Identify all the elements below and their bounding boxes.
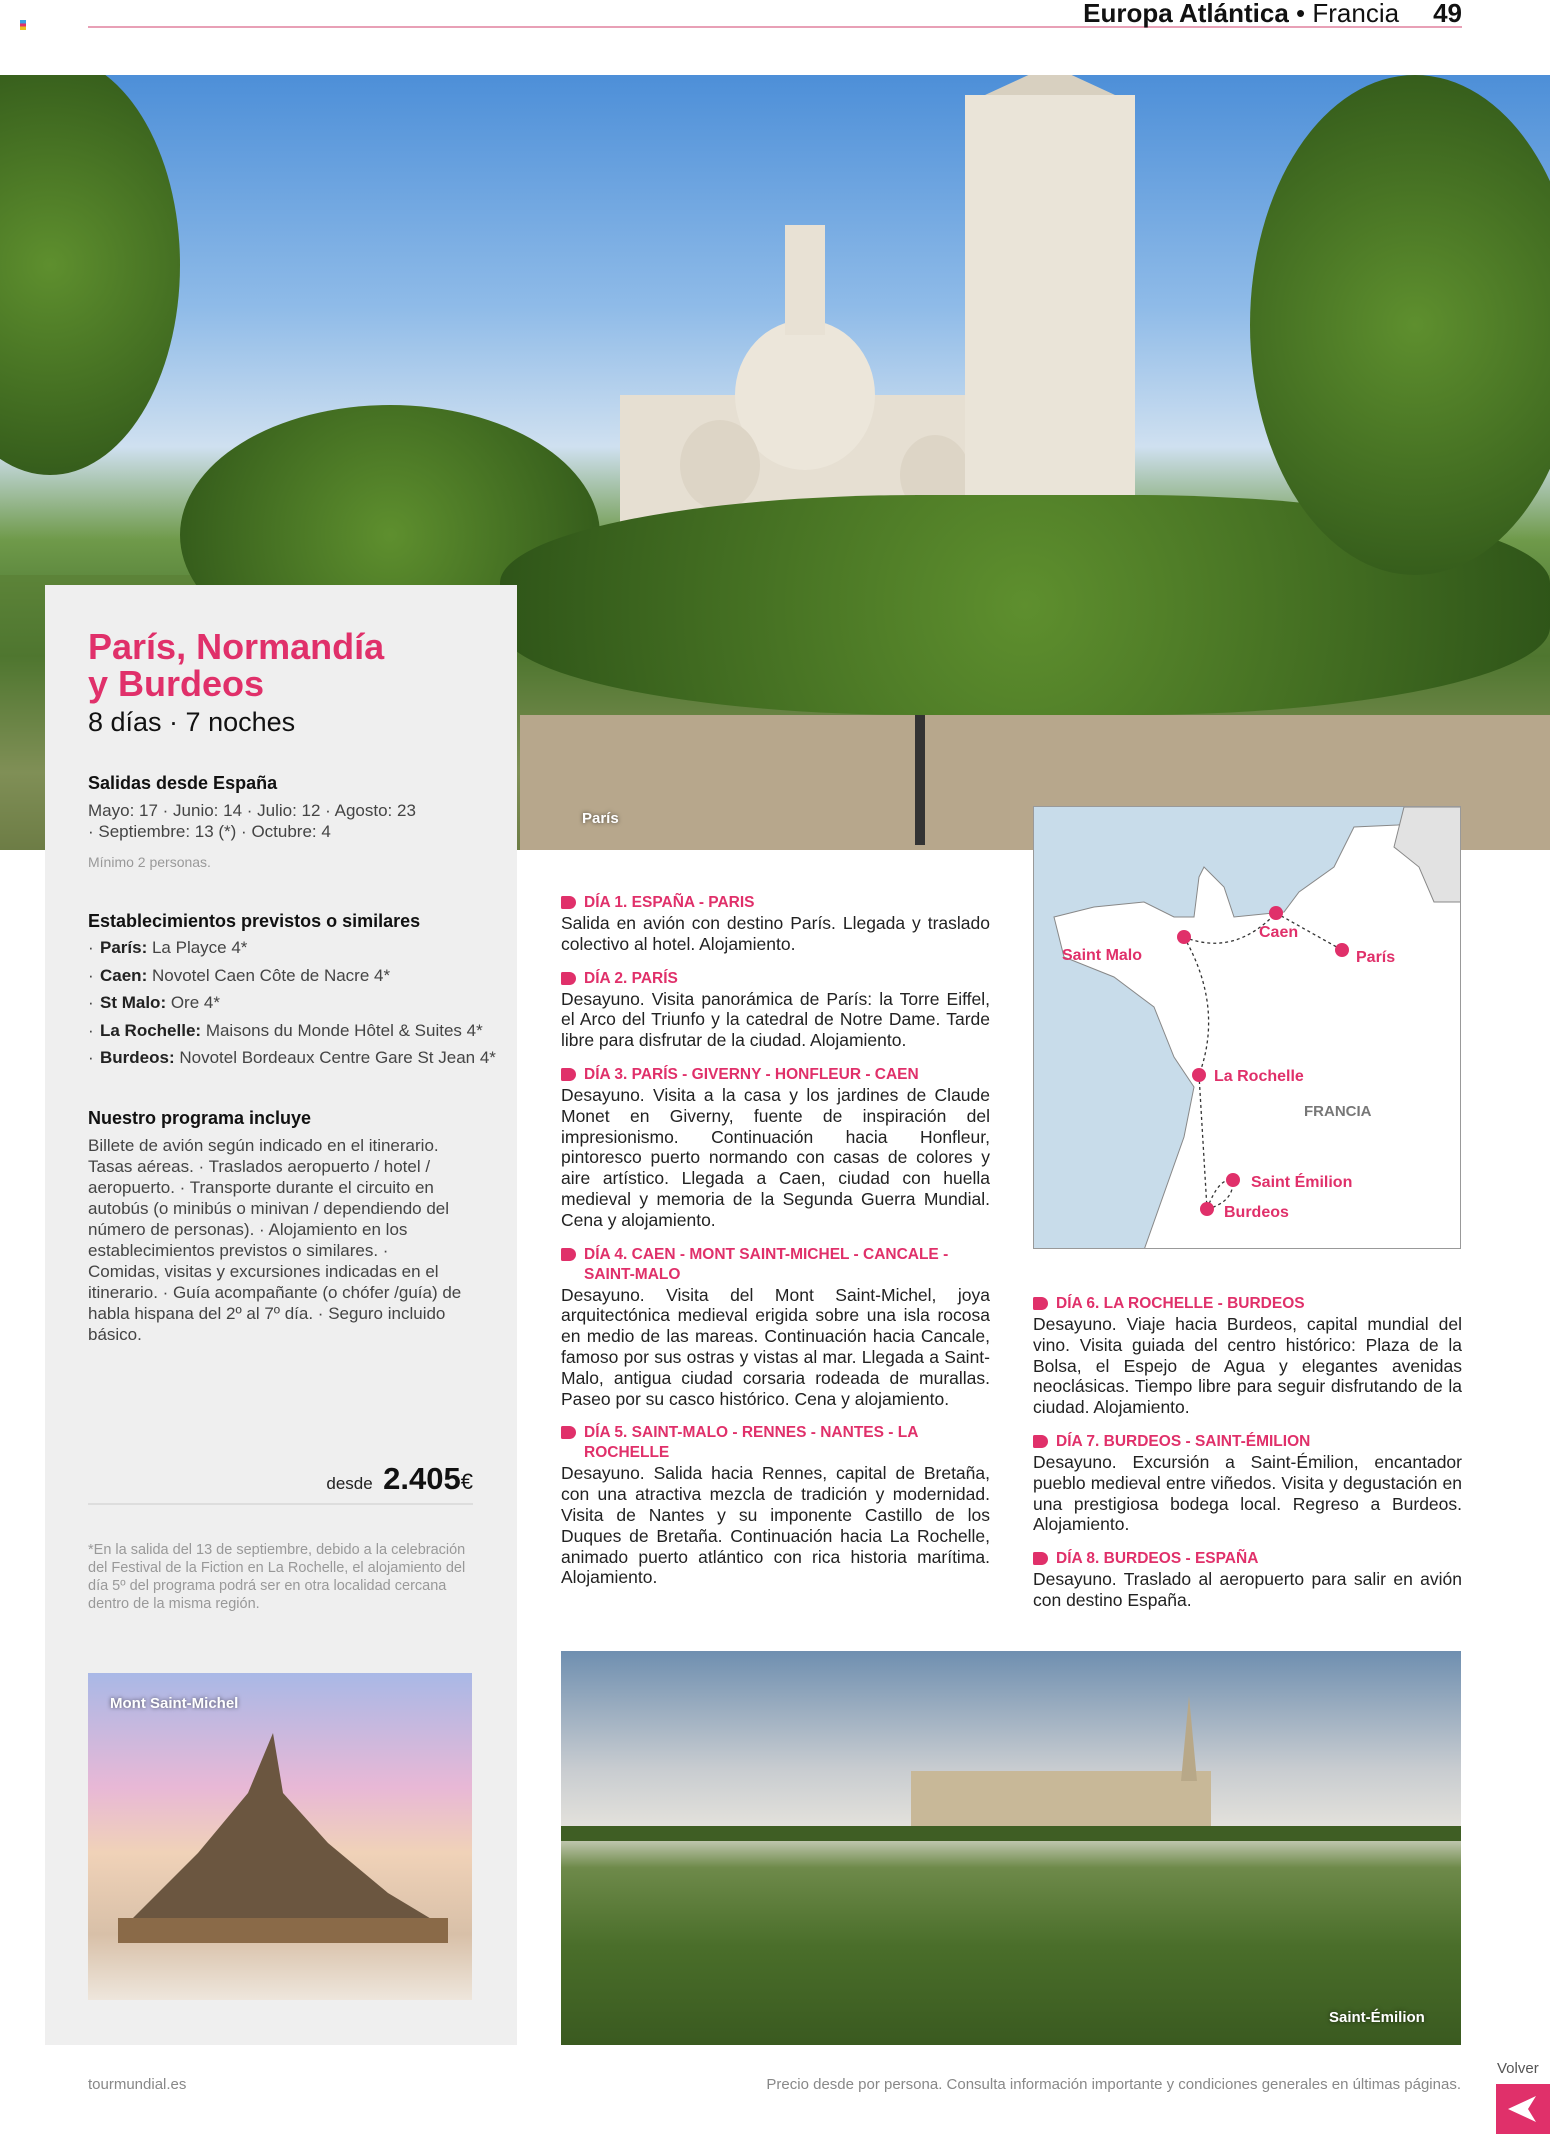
day-1: DÍA 1. ESPAÑA - PARIS Salida en avión con destino París. Llegada y traslado colectivo al hotel. Alojamiento.	[561, 894, 990, 954]
map-label-saint-emilion: Saint Émilion	[1251, 1174, 1353, 1191]
footer-note: Precio desde por persona. Consulta información importante y condiciones generales en últimas páginas.	[766, 2076, 1461, 2093]
back-button[interactable]	[1496, 2084, 1550, 2134]
price-currency: €	[460, 1469, 473, 1494]
price	[88, 1461, 473, 1505]
marker-icon	[561, 1248, 576, 1261]
marker-icon	[561, 1068, 576, 1081]
includes-text: Billete de avión según indicado en el itinerario. Tasas aéreas. · Traslados aeropuerto / hotel / aeropuerto. · Transporte durante el circuito en autobús (o minibús o minivan / dependiendo del número de personas). · Alojamiento en los establecimientos previstos o similares. · Comidas, visitas y excursiones indicadas en el itinerario. · Guía acompañante (o chófer /guía) de habla hispana del 2º al 7º día. · Seguro incluido básico.	[88, 1135, 462, 1344]
footnote: *En la salida del 13 de septiembre, debido a la celebración del Festival de la Fiction en La Rochelle, el alojamiento del día 5º del programa podrá ser en otra localidad cercana dentro de la misma región.	[88, 1542, 466, 1612]
map-svg	[1034, 807, 1461, 1249]
day-5: DÍA 5. SAINT-MALO - RENNES - NANTES - LA ROCHELLE Desayuno. Salida hacia Rennes, capital de Bretaña, con una atractiva mezcla de tradición y modernidad. Visita de Nantes y su imponente Castillo de los Duques de Bretaña. Continuación hacia La Rochelle, animado puerto atlántico con rica historia marítima. Alojamiento.	[561, 1424, 990, 1588]
mont-caption: Mont Saint-Michel	[110, 1695, 239, 1712]
departures-heading: Salidas desde España	[88, 773, 278, 793]
mont-saint-michel-photo	[88, 1673, 472, 2000]
emilion-caption: Saint-Émilion	[1329, 2009, 1425, 2026]
print-marks	[20, 20, 26, 30]
hotels-heading: Establecimientos previstos o similares	[88, 911, 421, 931]
map-label-paris: París	[1356, 949, 1396, 966]
minimum-people: Mínimo 2 personas.	[88, 854, 211, 870]
hotel-item: · París: La Playce 4*	[88, 938, 508, 959]
back-label: Volver	[1497, 2060, 1539, 2077]
trip-summary-panel	[45, 585, 517, 2045]
separator: •	[1288, 0, 1313, 28]
hotel-item: · La Rochelle: Maisons du Monde Hôtel & Suites 4*	[88, 1021, 508, 1042]
includes-heading: Nuestro programa incluye	[88, 1107, 312, 1128]
day-2: DÍA 2. PARÍS Desayuno. Visita panorámica de París: la Torre Eiffel, el Arco del Triunfo y la catedral de Notre Dame. Tarde libre para disfrutar de la ciudad. Alojamiento.	[561, 969, 990, 1051]
departure-dates-1: Mayo: 17 · Junio: 14 · Julio: 12 · Agosto: 23	[88, 801, 416, 820]
page-number: 49	[1433, 0, 1462, 28]
hero-caption: París	[582, 810, 619, 827]
hotel-list	[88, 938, 508, 1069]
trip-duration: 8 días · 7 noches	[88, 707, 296, 737]
marker-icon	[561, 896, 576, 909]
marker-icon	[1033, 1297, 1048, 1310]
marker-icon	[1033, 1552, 1048, 1565]
marker-icon	[1033, 1435, 1048, 1448]
day-8: DÍA 8. BURDEOS - ESPAÑA Desayuno. Traslado al aeropuerto para salir en avión con destino España.	[1033, 1550, 1462, 1610]
day-4: DÍA 4. CAEN - MONT SAINT-MICHEL - CANCALE - SAINT-MALO Desayuno. Visita del Mont Saint-Michel, joya arquitectónica medieval erigida sobre una isla rocosa en medio de las mareas. Continuación hacia Cancale, famoso por sus ostras y vistas al mar. Llegada a Saint-Malo, antigua ciudad corsaria rodeada de murallas. Paseo por su casco histórico. Cena y alojamiento.	[561, 1245, 990, 1409]
hotel-item: · Caen: Novotel Caen Côte de Nacre 4*	[88, 966, 508, 987]
back-arrow-icon	[1496, 2084, 1550, 2134]
day-7: DÍA 7. BURDEOS - SAINT-ÉMILION Desayuno. Excursión a Saint-Émilion, encantador pueblo medieval entre viñedos. Visita y degustación en una prestigiosa bodega local. Regreso a Burdeos. Alojamiento.	[1033, 1432, 1462, 1535]
price-prefix: desde	[326, 1474, 373, 1493]
map-label-country: FRANCIA	[1304, 1103, 1372, 1120]
map-label-caen: Caen	[1259, 924, 1299, 941]
map-label-burdeos: Burdeos	[1224, 1204, 1289, 1221]
price-amount: 2.405	[383, 1461, 461, 1496]
itinerary-column-2	[1033, 1294, 1462, 1625]
route-map	[1033, 806, 1461, 1249]
hotel-item: · St Malo: Ore 4*	[88, 993, 508, 1014]
page-header	[88, 0, 1462, 28]
footer-site[interactable]: tourmundial.es	[88, 2076, 187, 2093]
map-label-saint-malo: Saint Malo	[1062, 947, 1143, 964]
region: Europa Atlántica	[1083, 0, 1289, 28]
day-3: DÍA 3. PARÍS - GIVERNY - HONFLEUR - CAEN Desayuno. Visita a la casa y los jardines de Claude Monet en Giverny, fuente de inspiración del impresionismo. Continuación hacia Honfleur, pintoresco puerto normando con casas de colores y aire artístico. Llegada a Caen, ciudad con huella medieval y memoria de la Segunda Guerra Mundial. Cena y alojamiento.	[561, 1065, 990, 1230]
saint-emilion-photo	[561, 1651, 1461, 2045]
day-6: DÍA 6. LA ROCHELLE - BURDEOS Desayuno. Viaje hacia Burdeos, capital mundial del vino. Visita guiada del centro histórico: Plaza de la Bolsa, el Espejo de Agua y elegantes avenidas neoclásicas. Tiempo libre para seguir disfrutando de la ciudad. Alojamiento.	[1033, 1295, 1462, 1418]
hotel-item: · Burdeos: Novotel Bordeaux Centre Gare St Jean 4*	[88, 1048, 508, 1069]
country: Francia	[1312, 0, 1400, 28]
departure-dates-2: · Septiembre: 13 (*) · Octubre: 4	[88, 822, 331, 841]
map-label-la-rochelle: La Rochelle	[1214, 1068, 1304, 1085]
marker-icon	[561, 1426, 576, 1439]
itinerary-column-1	[561, 893, 990, 1602]
trip-title: París, Normandía y Burdeos	[88, 626, 385, 704]
marker-icon	[561, 972, 576, 985]
